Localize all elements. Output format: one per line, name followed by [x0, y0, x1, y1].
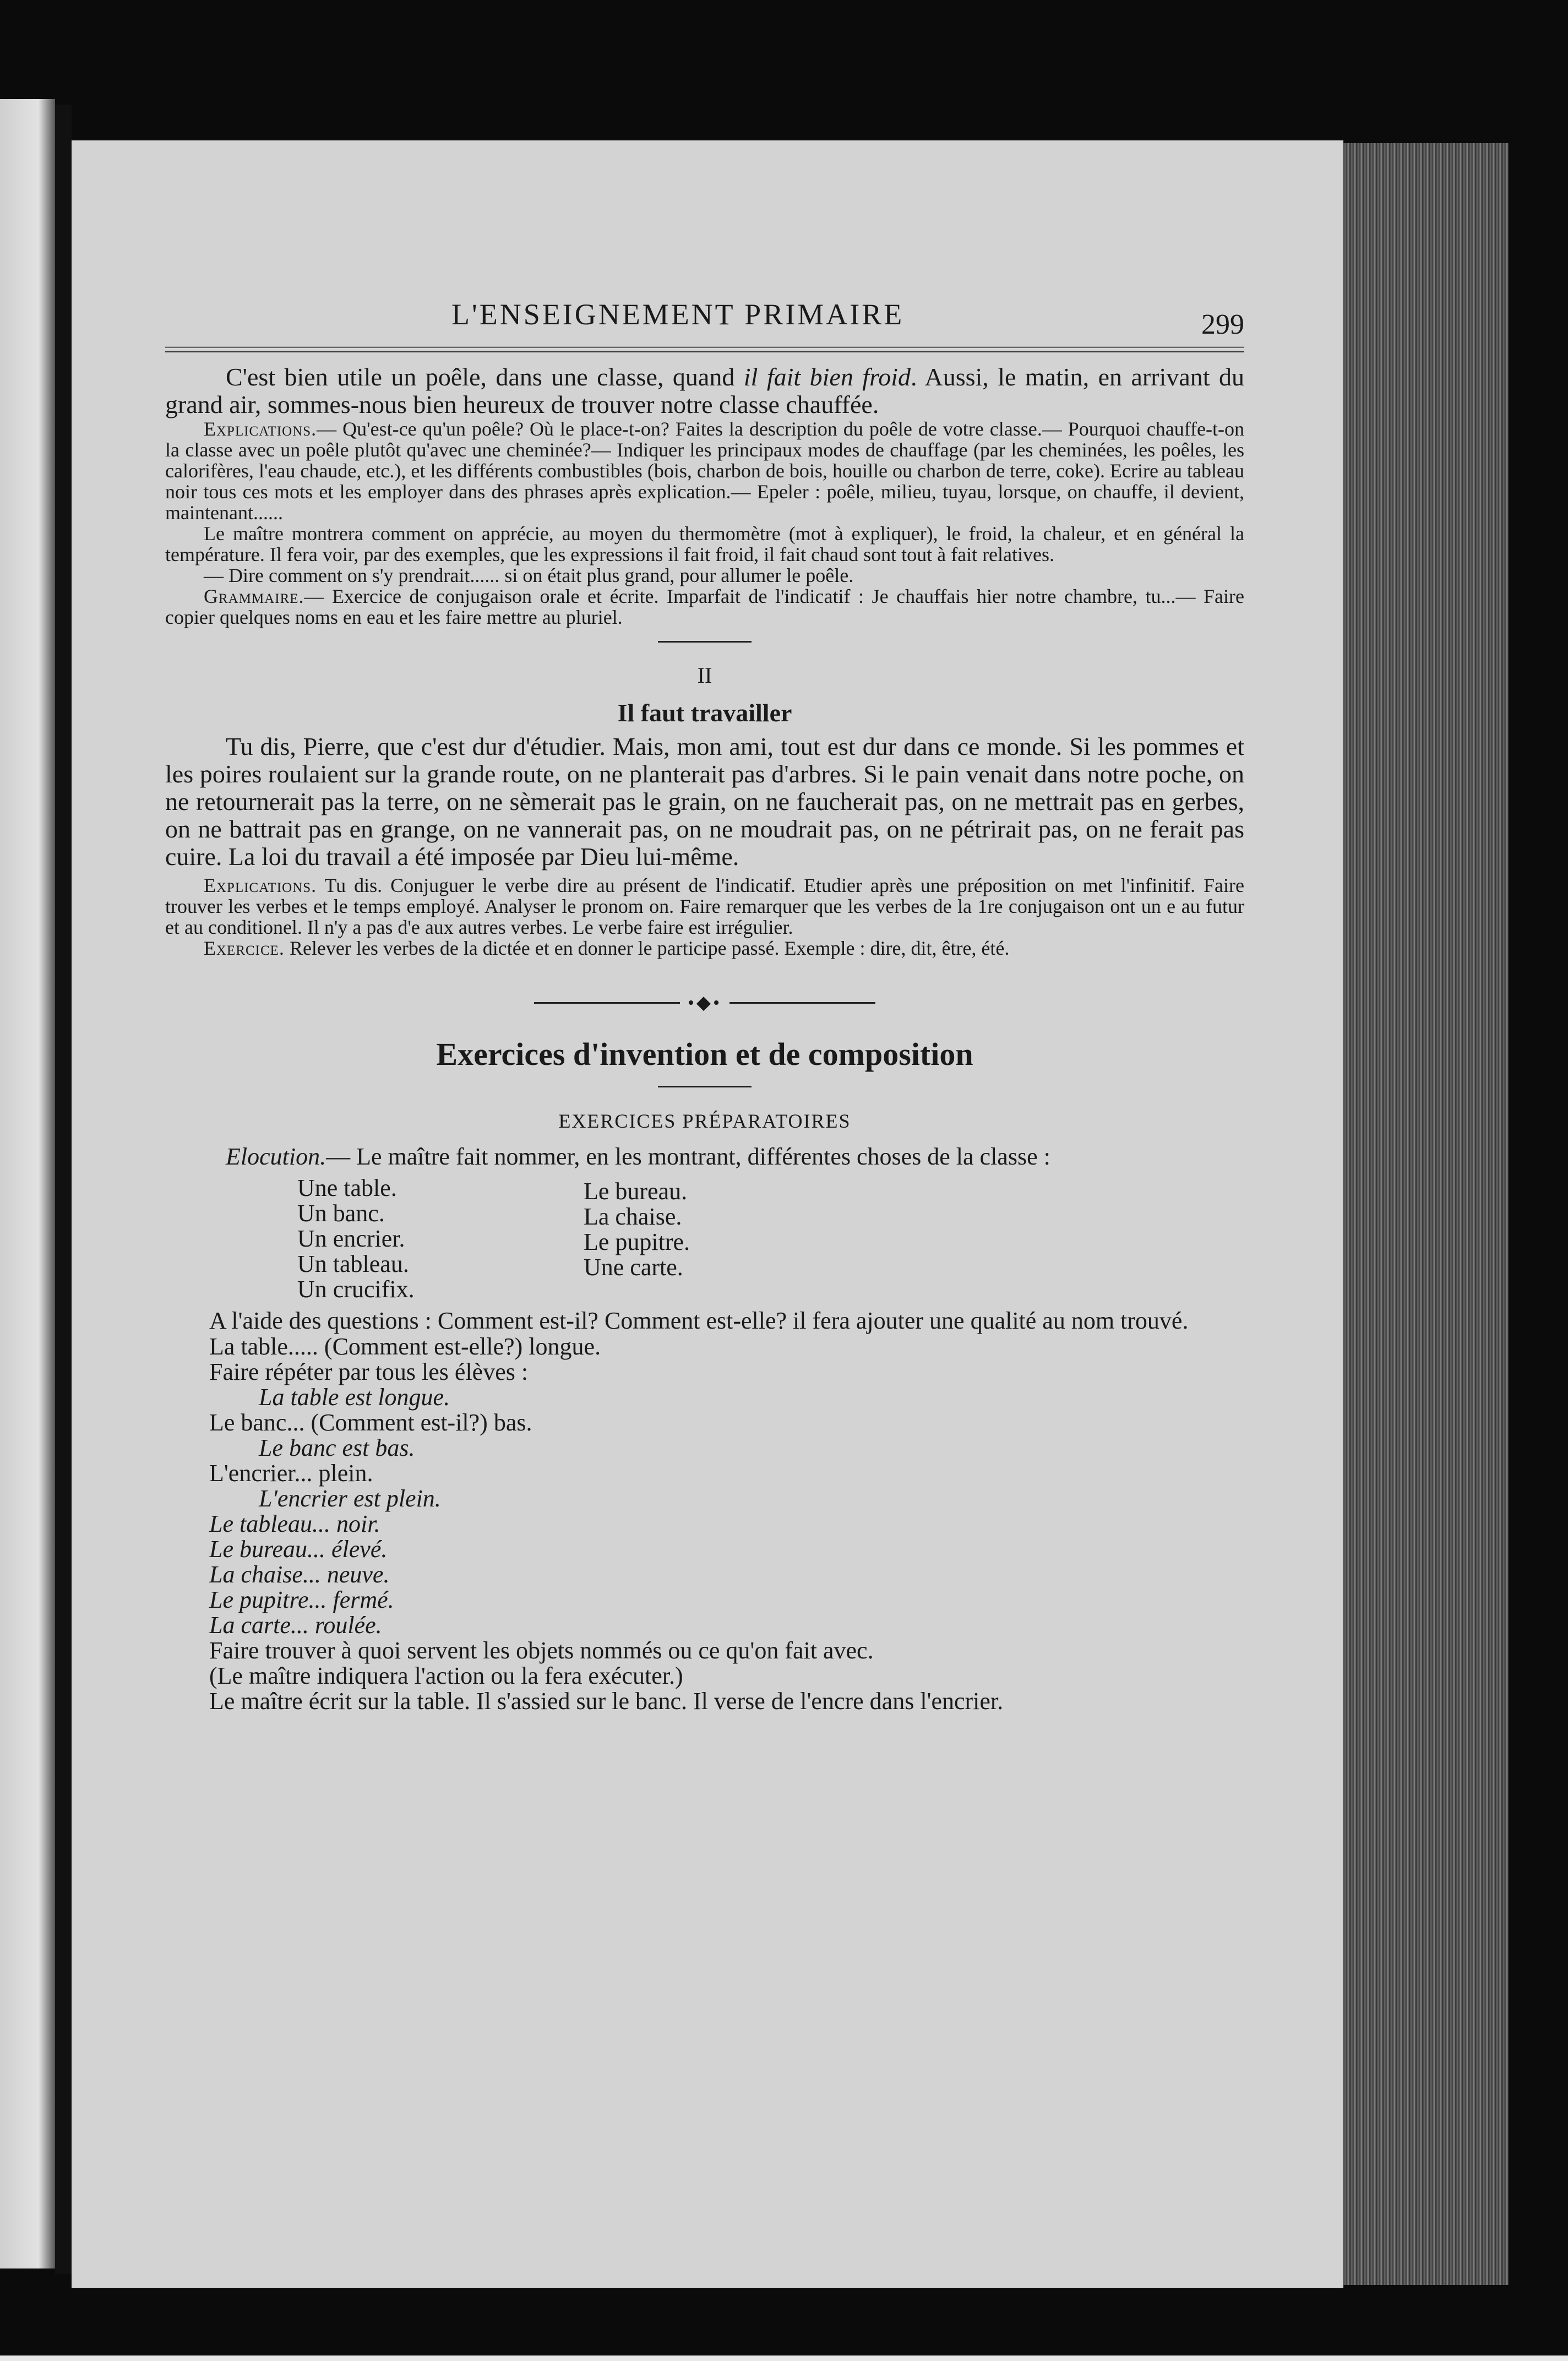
object-item: La chaise. [584, 1203, 682, 1230]
object-item: Un crucifix. [297, 1276, 415, 1303]
composition-title: Exercices d'invention et de composition [436, 1036, 973, 1072]
objects-column-right [584, 1176, 870, 1302]
book-spine [55, 105, 72, 2274]
grammaire-label: Grammaire. [204, 585, 304, 607]
page-content [165, 286, 1244, 1714]
explications-2-text: Tu dis. Conjuguer le verbe dire au présent de l'indicatif. Etudier après une préposition on met l'infinitif. Faire trouver les verbes et le temps employé. Analyser le pronom on. Faire remarquer que les verbes de la 1re conjugaison ont un e au futur et au conditionel. Il n'y a pas d'e aux autres verbes. Le verbe faire est irrégulier. [165, 874, 1244, 938]
exercise-line: L'encrier est plein. [259, 1485, 441, 1512]
object-item: Une carte. [584, 1254, 683, 1281]
exercise-line: La table est longue. [259, 1384, 450, 1411]
scan-border [0, 2355, 1568, 2361]
page-number: 299 [1201, 309, 1244, 340]
explications-block [165, 418, 1244, 523]
exercise-line: Faire trouver à quoi servent les objets nommés ou ce qu'on fait avec. [209, 1637, 874, 1664]
section-divider [658, 641, 752, 643]
exercise-line: Le banc... (Comment est-il?) bas. [209, 1409, 532, 1436]
exercise-line: L'encrier... plein. [209, 1460, 373, 1487]
dire-note: — Dire comment on s'y prendrait...... si on était plus grand, pour allumer le poêle. [204, 564, 854, 586]
exercise-line: Le banc est bas. [259, 1434, 415, 1461]
section-number: II [697, 663, 712, 688]
dictee-text-b: il fait bien froid [743, 363, 911, 391]
questions-paragraph: A l'aide des questions : Comment est-il? Comment est-elle? il fera ajouter une qualité au nom trouvé. [209, 1307, 1189, 1334]
elocution-label: Elocution. [226, 1143, 326, 1170]
elocution-paragraph [165, 1144, 1244, 1170]
objects-list [297, 1176, 1244, 1302]
ornament-line-right [729, 1002, 875, 1004]
grammaire-block [165, 586, 1244, 628]
elocution-text: — Le maître fait nommer, en les montrant, différentes choses de la classe : [326, 1143, 1050, 1170]
header-rule [165, 346, 1244, 352]
exercice-text: Relever les verbes de la dictée et en donner le participe passé. Exemple : dire, dit, être, été. [284, 937, 1010, 959]
ornament-center: •◆• [688, 993, 722, 1013]
section-title: Il faut travailler [617, 699, 792, 727]
object-item: Le bureau. [584, 1178, 688, 1205]
title-underline [658, 1086, 752, 1087]
dictee-2-paragraph: Tu dis, Pierre, que c'est dur d'étudier. Mais, mon ami, tout est dur dans ce monde. Si les pommes et les poires roulaient sur la grande route, on ne planterait pas d'arbres. Si le pain venait dans notre poche, on ne retournerait pas la terre, on ne sèmerait pas le grain, on ne faucherait pas, on ne mettrait pas en gerbes, on ne battrait pas en grange, on ne vannerait pas, on ne moudrait pas, on ne pétrirait pas, on ne ferait pas cuire. La loi du travail a été imposée par Dieu lui-même. [165, 732, 1244, 871]
grammaire-text: — Exercice de conjugaison orale et écrite. Imparfait de l'indicatif : Je chauffais hier notre chambre, tu...— Faire copier quelques noms en eau et les faire mettre au pluriel. [165, 585, 1244, 628]
explications-text: — Qu'est-ce qu'un poêle? Où le place-t-on? Faites la description du poêle de votre classe.— Pourquoi chauffe-t-on la classe avec un poêle plutôt qu'avec une cheminée?— Indiquer les principaux modes de chauffage (par les cheminées, les poêles, les calorifères, l'eau chaude, etc.), et les différents combustibles (bois, charbon de bois, houille ou charbon de terre, coke). Ecrire au tableau noir tous ces mots et les employer dans des phrases après explication.— Epeler : poêle, milieu, tuyau, lorsque, on chauffe, il devient, maintenant...... [165, 418, 1244, 524]
ornament-divider [534, 992, 875, 1014]
exercise-lines [165, 1334, 1244, 1714]
object-item: Une table. [297, 1174, 397, 1201]
exercise-line: Faire répéter par tous les élèves : [209, 1358, 529, 1385]
dictee-text-c: . Aussi, le matin, en arrivant du grand air, sommes-nous bien heureux de trouver notre classe chauffée. [165, 363, 1244, 418]
exercice-block [165, 938, 1244, 959]
page-block-edge [1343, 143, 1509, 2285]
dictee-text-a: C'est bien utile un poêle, dans une classe, quand [226, 363, 744, 391]
facing-page-edge [0, 99, 55, 2268]
object-item: Un encrier. [297, 1225, 405, 1252]
exercice-label: Exercice. [204, 937, 285, 959]
explications-2-label: Explications. [204, 874, 317, 896]
objects-column-left [297, 1176, 584, 1302]
header-title: L'ENSEIGNEMENT PRIMAIRE [451, 298, 905, 331]
ornament-line-left [534, 1002, 680, 1004]
object-item: Un tableau. [297, 1250, 409, 1277]
exercise-line: La chaise... neuve. [209, 1561, 390, 1588]
maitre-note: Le maître montrera comment on apprécie, au moyen du thermomètre (mot à expliquer), le froid, la chaleur, et en général la température. Il fera voir, par des exemples, que les expressions il fait froid, il fait chaud sont tout à fait relatives. [165, 523, 1244, 565]
exercise-line: Le maître écrit sur la table. Il s'assied sur le banc. Il verse de l'encre dans l'encrier. [209, 1688, 1004, 1715]
exercise-line: Le bureau... élevé. [209, 1536, 388, 1563]
dictee-paragraph [165, 363, 1244, 418]
object-item: Le pupitre. [584, 1228, 690, 1255]
exercise-line: La table..... (Comment est-elle?) longue. [209, 1333, 601, 1360]
exercise-line: La carte... roulée. [209, 1612, 382, 1639]
explications-label: Explications. [204, 418, 317, 440]
exercise-line: (Le maître indiquera l'action ou la fera exécuter.) [209, 1662, 683, 1689]
exercise-line: Le pupitre... fermé. [209, 1586, 394, 1613]
exercise-line: Le tableau... noir. [209, 1510, 380, 1537]
object-item: Un banc. [297, 1200, 385, 1227]
composition-subtitle: EXERCICES PRÉPARATOIRES [558, 1110, 851, 1132]
explications-2-block [165, 875, 1244, 938]
running-header [165, 286, 1244, 347]
